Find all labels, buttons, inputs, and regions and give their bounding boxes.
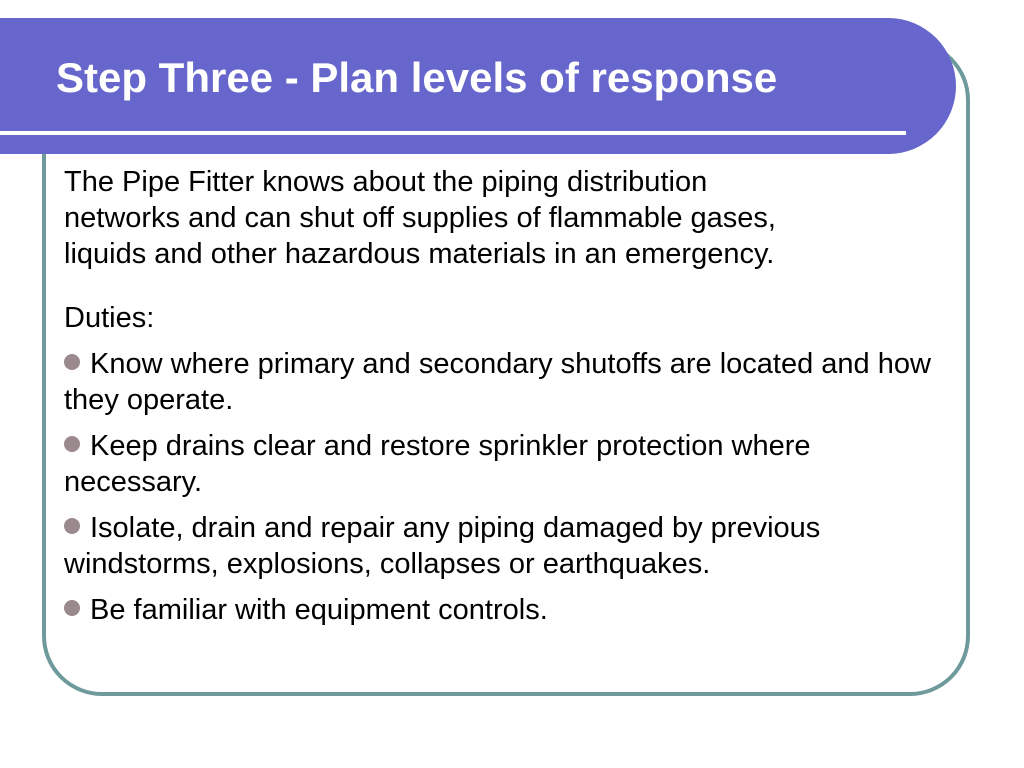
bullet-text: Keep drains clear and restore sprinkler protection where necessary. bbox=[64, 430, 811, 498]
bullet-icon bbox=[64, 600, 80, 616]
bullet-icon bbox=[64, 354, 80, 370]
bullet-icon bbox=[64, 436, 80, 452]
bullet-text: Isolate, drain and repair any piping damaged by previous windstorms, explosions, collapses or earthquakes. bbox=[64, 512, 821, 580]
slide-title: Step Three - Plan levels of response bbox=[56, 54, 778, 101]
bullet-text: Be familiar with equipment controls. bbox=[90, 594, 548, 626]
intro-line: liquids and other hazardous materials in an emergency. bbox=[64, 238, 775, 270]
bullet-icon bbox=[64, 518, 80, 534]
intro-paragraph bbox=[64, 164, 944, 272]
slide-body bbox=[64, 164, 944, 638]
bullet-text: Know where primary and secondary shutoffs are located and how they operate. bbox=[64, 348, 931, 416]
intro-line: networks and can shut off supplies of flammable gases, bbox=[64, 202, 776, 234]
intro-line: The Pipe Fitter knows about the piping distribution bbox=[64, 166, 708, 198]
list-item bbox=[64, 428, 944, 500]
duties-list bbox=[64, 346, 944, 628]
title-underline bbox=[0, 131, 906, 135]
list-item bbox=[64, 510, 944, 582]
duties-label: Duties: bbox=[64, 302, 155, 334]
list-item bbox=[64, 592, 944, 628]
list-item bbox=[64, 346, 944, 418]
